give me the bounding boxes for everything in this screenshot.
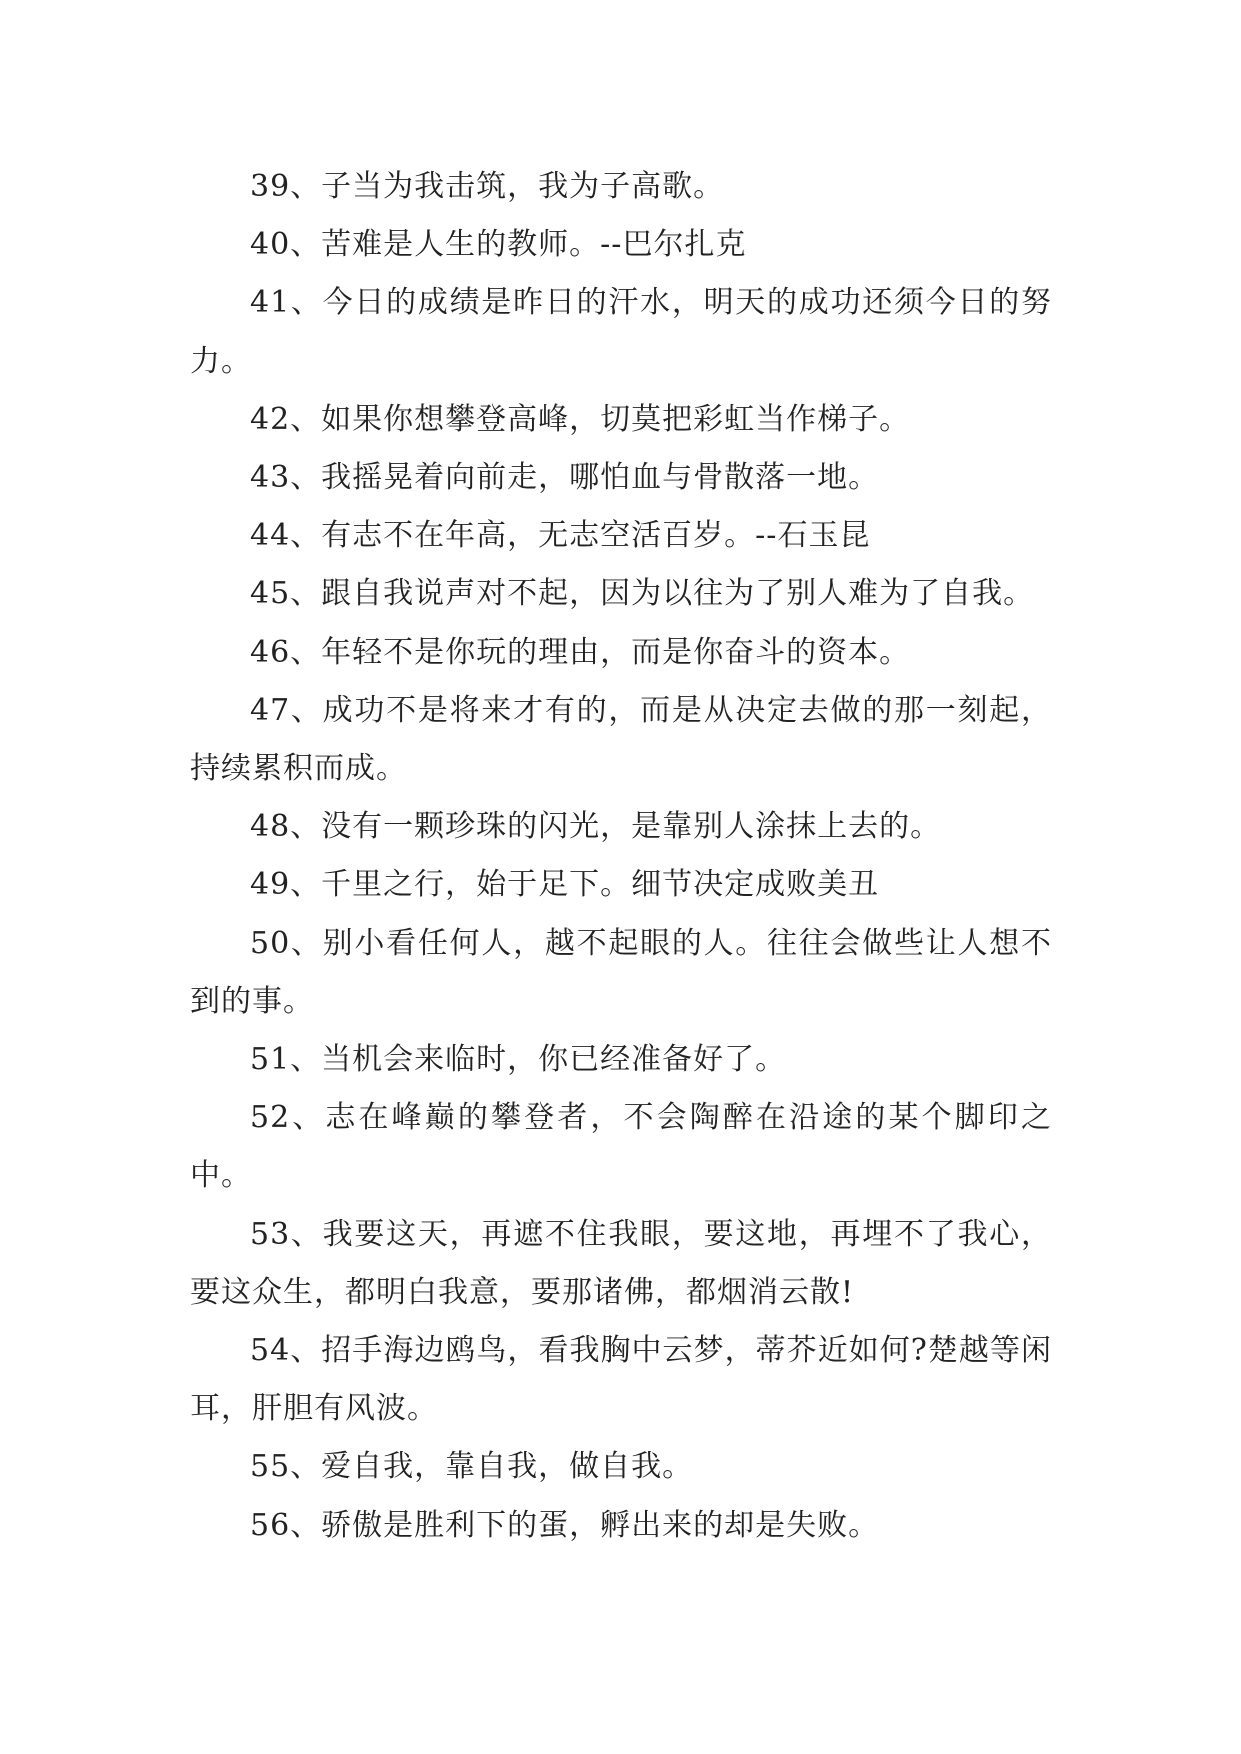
quote-paragraph-40: 40、苦难是人生的教师。--巴尔扎克 <box>250 227 747 263</box>
quote-paragraph-47: 47、成功不是将来才有的，而是从决定去做的那一刻起，持续累积而成。 <box>190 692 1052 787</box>
quote-paragraph-49: 49、千里之行，始于足下。细节决定成败美丑 <box>250 867 880 903</box>
quote-paragraph-56: 56、骄傲是胜利下的蛋，孵出来的却是失败。 <box>250 1507 880 1543</box>
quote-paragraph-52: 52、志在峰巅的攀登者，不会陶醉在沿途的某个脚印之中。 <box>190 1100 1052 1194</box>
quote-paragraph-39: 39、子当为我击筑，我为子高歌。 <box>250 169 725 204</box>
quote-paragraph-48: 48、没有一颗珍珠的闪光，是靠别人涂抹上去的。 <box>250 809 942 845</box>
quote-paragraph-42: 42、如果你想攀登高峰，切莫把彩虹当作梯子。 <box>250 401 911 437</box>
quote-paragraph-41: 41、今日的成绩是昨日的汗水，明天的成功还须今日的努力。 <box>190 285 1052 379</box>
quote-paragraph-54: 54、招手海边鸥鸟，看我胸中云梦，蒂芥近如何?楚越等闲耳，肝胆有风波。 <box>190 1333 1052 1427</box>
quote-paragraph-43: 43、我摇晃着向前走，哪怕血与骨散落一地。 <box>250 460 880 496</box>
quote-paragraph-51: 51、当机会来临时，你已经准备好了。 <box>250 1042 787 1078</box>
quote-paragraph-53: 53、我要这天，再遮不住我眼，要这地，再埋不了我心，要这众生，都明白我意，要那诸佛，都烟消云散! <box>190 1216 1052 1310</box>
quote-paragraph-50: 50、别小看任何人，越不起眼的人。往往会做些让人想不到的事。 <box>190 925 1052 1019</box>
quote-paragraph-55: 55、爱自我，靠自我，做自我。 <box>250 1449 694 1485</box>
quote-paragraph-45: 45、跟自我说声对不起，因为以往为了别人难为了自我。 <box>250 576 1035 612</box>
quote-paragraph-46: 46、年轻不是你玩的理由，而是你奋斗的资本。 <box>250 634 911 670</box>
quote-paragraph-44: 44、有志不在年高，无志空活百岁。--石玉昆 <box>250 518 871 554</box>
quote-list <box>190 158 1052 1555</box>
